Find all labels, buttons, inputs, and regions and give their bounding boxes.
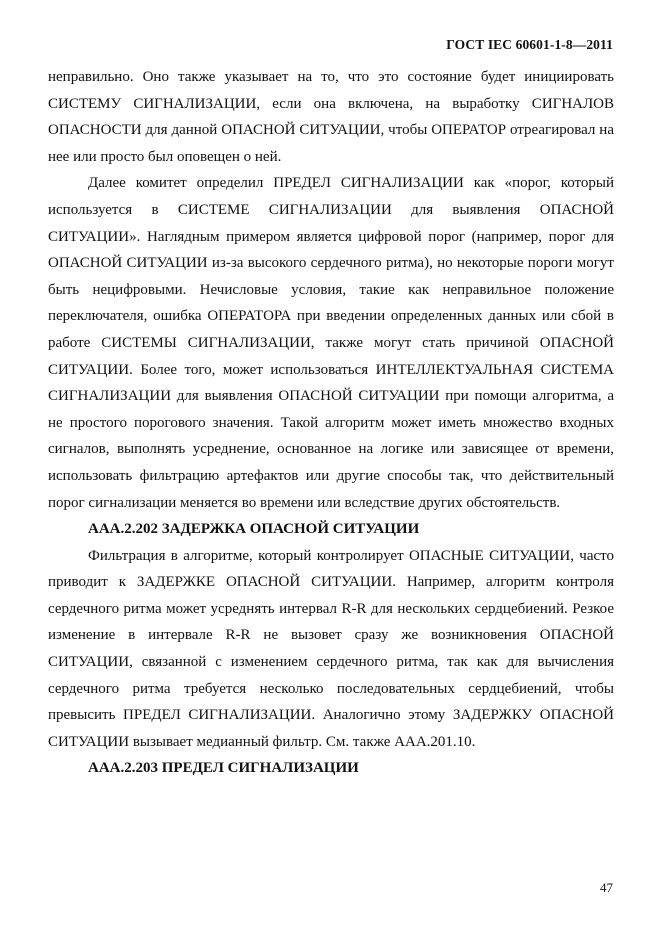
paragraph-alarm-limit-definition: Далее комитет определил ПРЕДЕЛ СИГНАЛИЗАЦИИ как «порог, который используется в СИСТЕМЕ СИГНАЛИЗАЦИИ для выявления ОПАСНОЙ СИТУАЦИИ». Наглядным примером является цифровой порог (например, порог для ОПАСНОЙ СИТУАЦИИ из-за высокого сердечного ритма), но некоторые пороги могут быть нецифровыми. Нечисловые условия, такие как неправильное положение переключателя, ошибка ОПЕРАТОРА при введении определенных данных или сбой в работе СИСТЕМЫ СИГНАЛИЗАЦИИ, также могут стать причиной ОПАСНОЙ СИТУАЦИИ. Более того, может использоваться ИНТЕЛЛЕКТУАЛЬНАЯ СИСТЕМА СИГНАЛИЗАЦИИ для выявления ОПАСНОЙ СИТУАЦИИ при помощи алгоритма, а не простого порогового значения. Такой алгоритм может иметь множество входных сигналов, выполнять усреднение, основанное на логике или зависящее от времени, использовать фильтрацию артефактов или другие способы так, что действительный порог сигнализации меняется во времени или вследствие других обстоятельств. <box>48 175 614 511</box>
paragraph-alarm-condition-delay: Фильтрация в алгоритме, который контролирует ОПАСНЫЕ СИТУАЦИИ, часто приводит к ЗАДЕРЖКЕ ОПАСНОЙ СИТУАЦИИ. Например, алгоритм контроля сердечного ритма может усреднять интервал R-R для нескольких сердцебиений. Резкое изменение в интервале R-R не вызовет сразу же возникновения ОПАСНОЙ СИТУАЦИИ, связанной с изменением сердечного ритма, так как для вычисления сердечного ритма требуется несколько последовательных сердцебиений, чтобы превысить ПРЕДЕЛ СИГНАЛИЗАЦИИ. Аналогично этому ЗАДЕРЖКУ ОПАСНОЙ СИТУАЦИИ вызывает медианный фильтр. См. также ААА.201.10. <box>48 547 614 750</box>
section-heading-alarm-condition-delay: ААА.2.202 ЗАДЕРЖКА ОПАСНОЙ СИТУАЦИИ <box>88 521 420 538</box>
document-body <box>48 64 614 782</box>
paragraph-continuation: неправильно. Оно также указывает на то, что это состояние будет инициировать СИСТЕМУ СИГНАЛИЗАЦИИ, если она включена, на выработку СИГНАЛОВ ОПАСНОСТИ для данной ОПАСНОЙ СИТУАЦИИ, чтобы ОПЕРАТОР отреагировал на нее или просто был оповещен о ней. <box>48 69 614 165</box>
document-header: ГОСТ IEC 60601-1-8—2011 <box>446 37 613 52</box>
page-number: 47 <box>600 880 613 895</box>
section-heading-alarm-limit: ААА.2.203 ПРЕДЕЛ СИГНАЛИЗАЦИИ <box>88 760 359 777</box>
